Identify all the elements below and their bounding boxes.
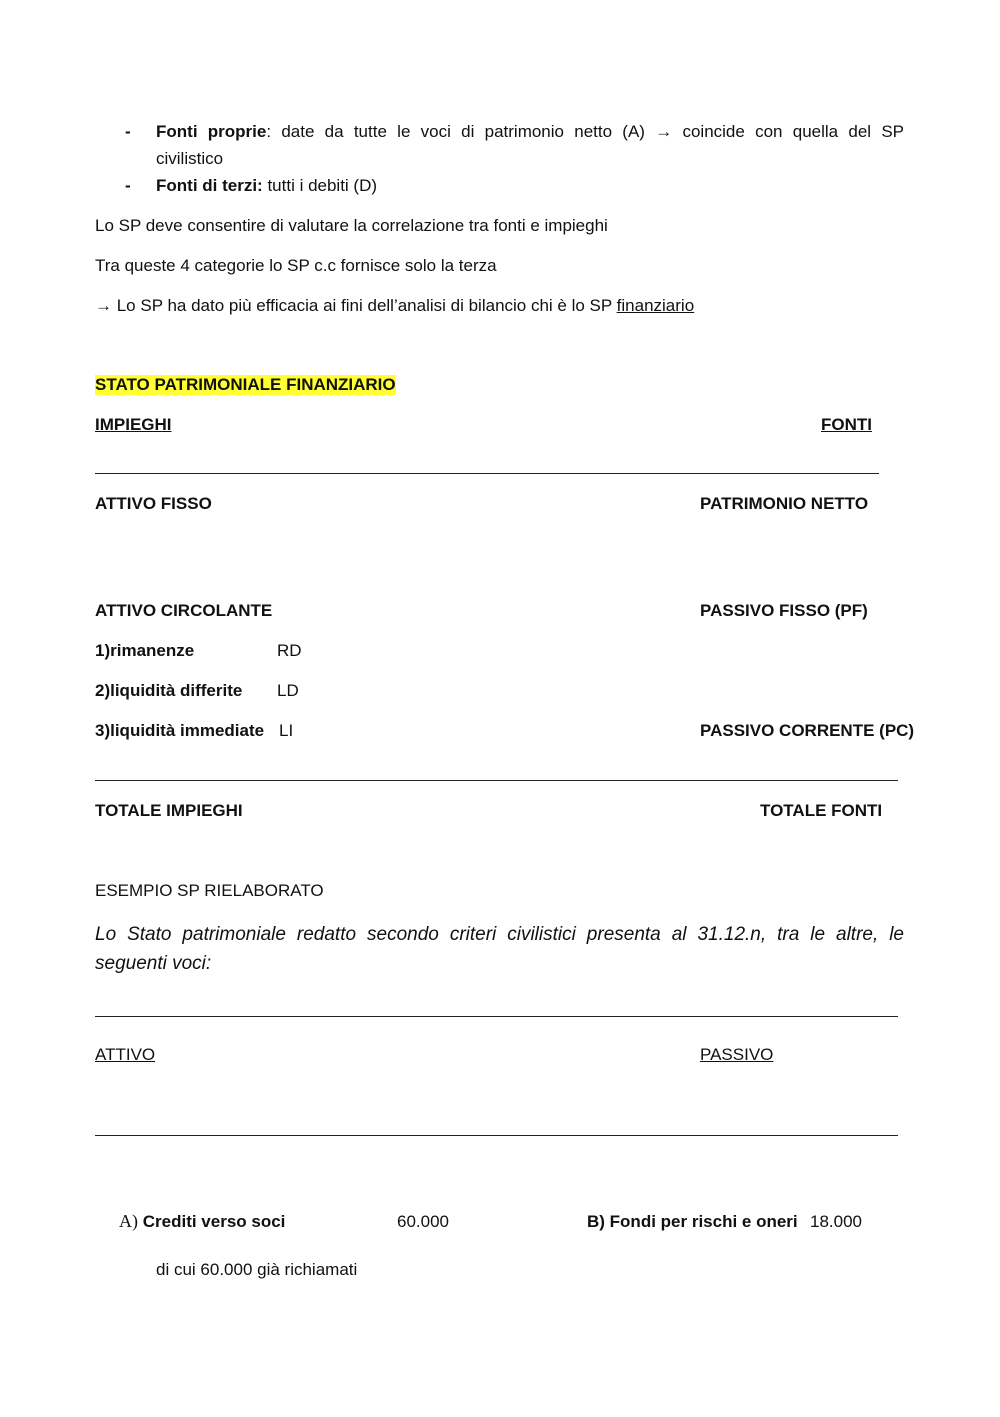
bullet-item-1	[156, 122, 904, 142]
row-code-rd: RD	[277, 641, 302, 660]
item-a-note: di cui 60.000 già richiamati	[156, 1260, 358, 1279]
column-header-attivo: ATTIVO	[95, 1045, 156, 1064]
item-a	[119, 1211, 285, 1232]
column-header-fonti: FONTI	[821, 415, 872, 434]
label-totale-fonti: TOTALE FONTI	[760, 801, 883, 820]
bullet-marker-1: -	[125, 122, 131, 141]
item-b-label: B) Fondi per rischi e oneri	[587, 1212, 798, 1231]
finanziario-link[interactable]: finanziario	[616, 296, 695, 315]
bullet-text-2: tutti i debiti (D)	[262, 176, 378, 195]
divider-example-bottom	[95, 1135, 898, 1136]
paragraph-categorie: Tra queste 4 categorie lo SP c.c fornisce solo la terza	[95, 256, 497, 275]
section-title: STATO PATRIMONIALE FINANZIARIO	[95, 375, 396, 394]
paragraph-efficacia	[95, 296, 694, 316]
item-a-value: 60.000	[397, 1212, 449, 1231]
label-totale-impieghi: TOTALE IMPIEGHI	[95, 801, 243, 820]
example-intro: Lo Stato patrimoniale redatto secondo criteri civilistici presenta al 31.12.n, tra le altre, le seguenti voci:	[95, 924, 904, 974]
divider-totals	[95, 780, 898, 781]
row-label-liquidita-differite: 2)liquidità differite	[95, 681, 243, 700]
bullet-continuation-1: civilistico	[156, 149, 224, 168]
bullet-item-2	[156, 176, 377, 196]
paragraph-efficacia-text: → Lo SP ha dato più efficacia ai fini dell’analisi di bilancio chi è lo SP	[95, 296, 617, 315]
item-a-letter: A)	[119, 1211, 138, 1231]
column-header-passivo: PASSIVO	[700, 1045, 774, 1064]
bullet-marker-2: -	[125, 176, 131, 195]
column-header-impieghi: IMPIEGHI	[95, 415, 172, 434]
label-attivo-fisso: ATTIVO FISSO	[95, 494, 212, 513]
item-a-label: Crediti verso soci	[142, 1212, 286, 1231]
label-passivo-corrente: PASSIVO CORRENTE (PC)	[700, 721, 915, 740]
bullet-term-2: Fonti di terzi:	[156, 176, 263, 195]
label-attivo-circolante: ATTIVO CIRCOLANTE	[95, 601, 273, 620]
divider-top	[95, 473, 879, 474]
divider-example-top	[95, 1016, 898, 1017]
bullet-text-1: : date da tutte le voci di patrimonio netto (A) → coincide con quella del SP	[266, 122, 904, 141]
row-code-li: LI	[279, 721, 294, 740]
item-b-value: 18.000	[810, 1212, 862, 1231]
example-heading: ESEMPIO SP RIELABORATO	[95, 881, 324, 900]
row-code-ld: LD	[277, 681, 299, 700]
row-label-liquidita-immediate: 3)liquidità immediate	[95, 721, 265, 740]
label-passivo-fisso: PASSIVO FISSO (PF)	[700, 601, 868, 620]
paragraph-correlazione: Lo SP deve consentire di valutare la correlazione tra fonti e impieghi	[95, 216, 608, 235]
label-patrimonio-netto: PATRIMONIO NETTO	[700, 494, 869, 513]
row-label-rimanenze: 1)rimanenze	[95, 641, 195, 660]
bullet-term-1: Fonti proprie	[156, 122, 267, 141]
